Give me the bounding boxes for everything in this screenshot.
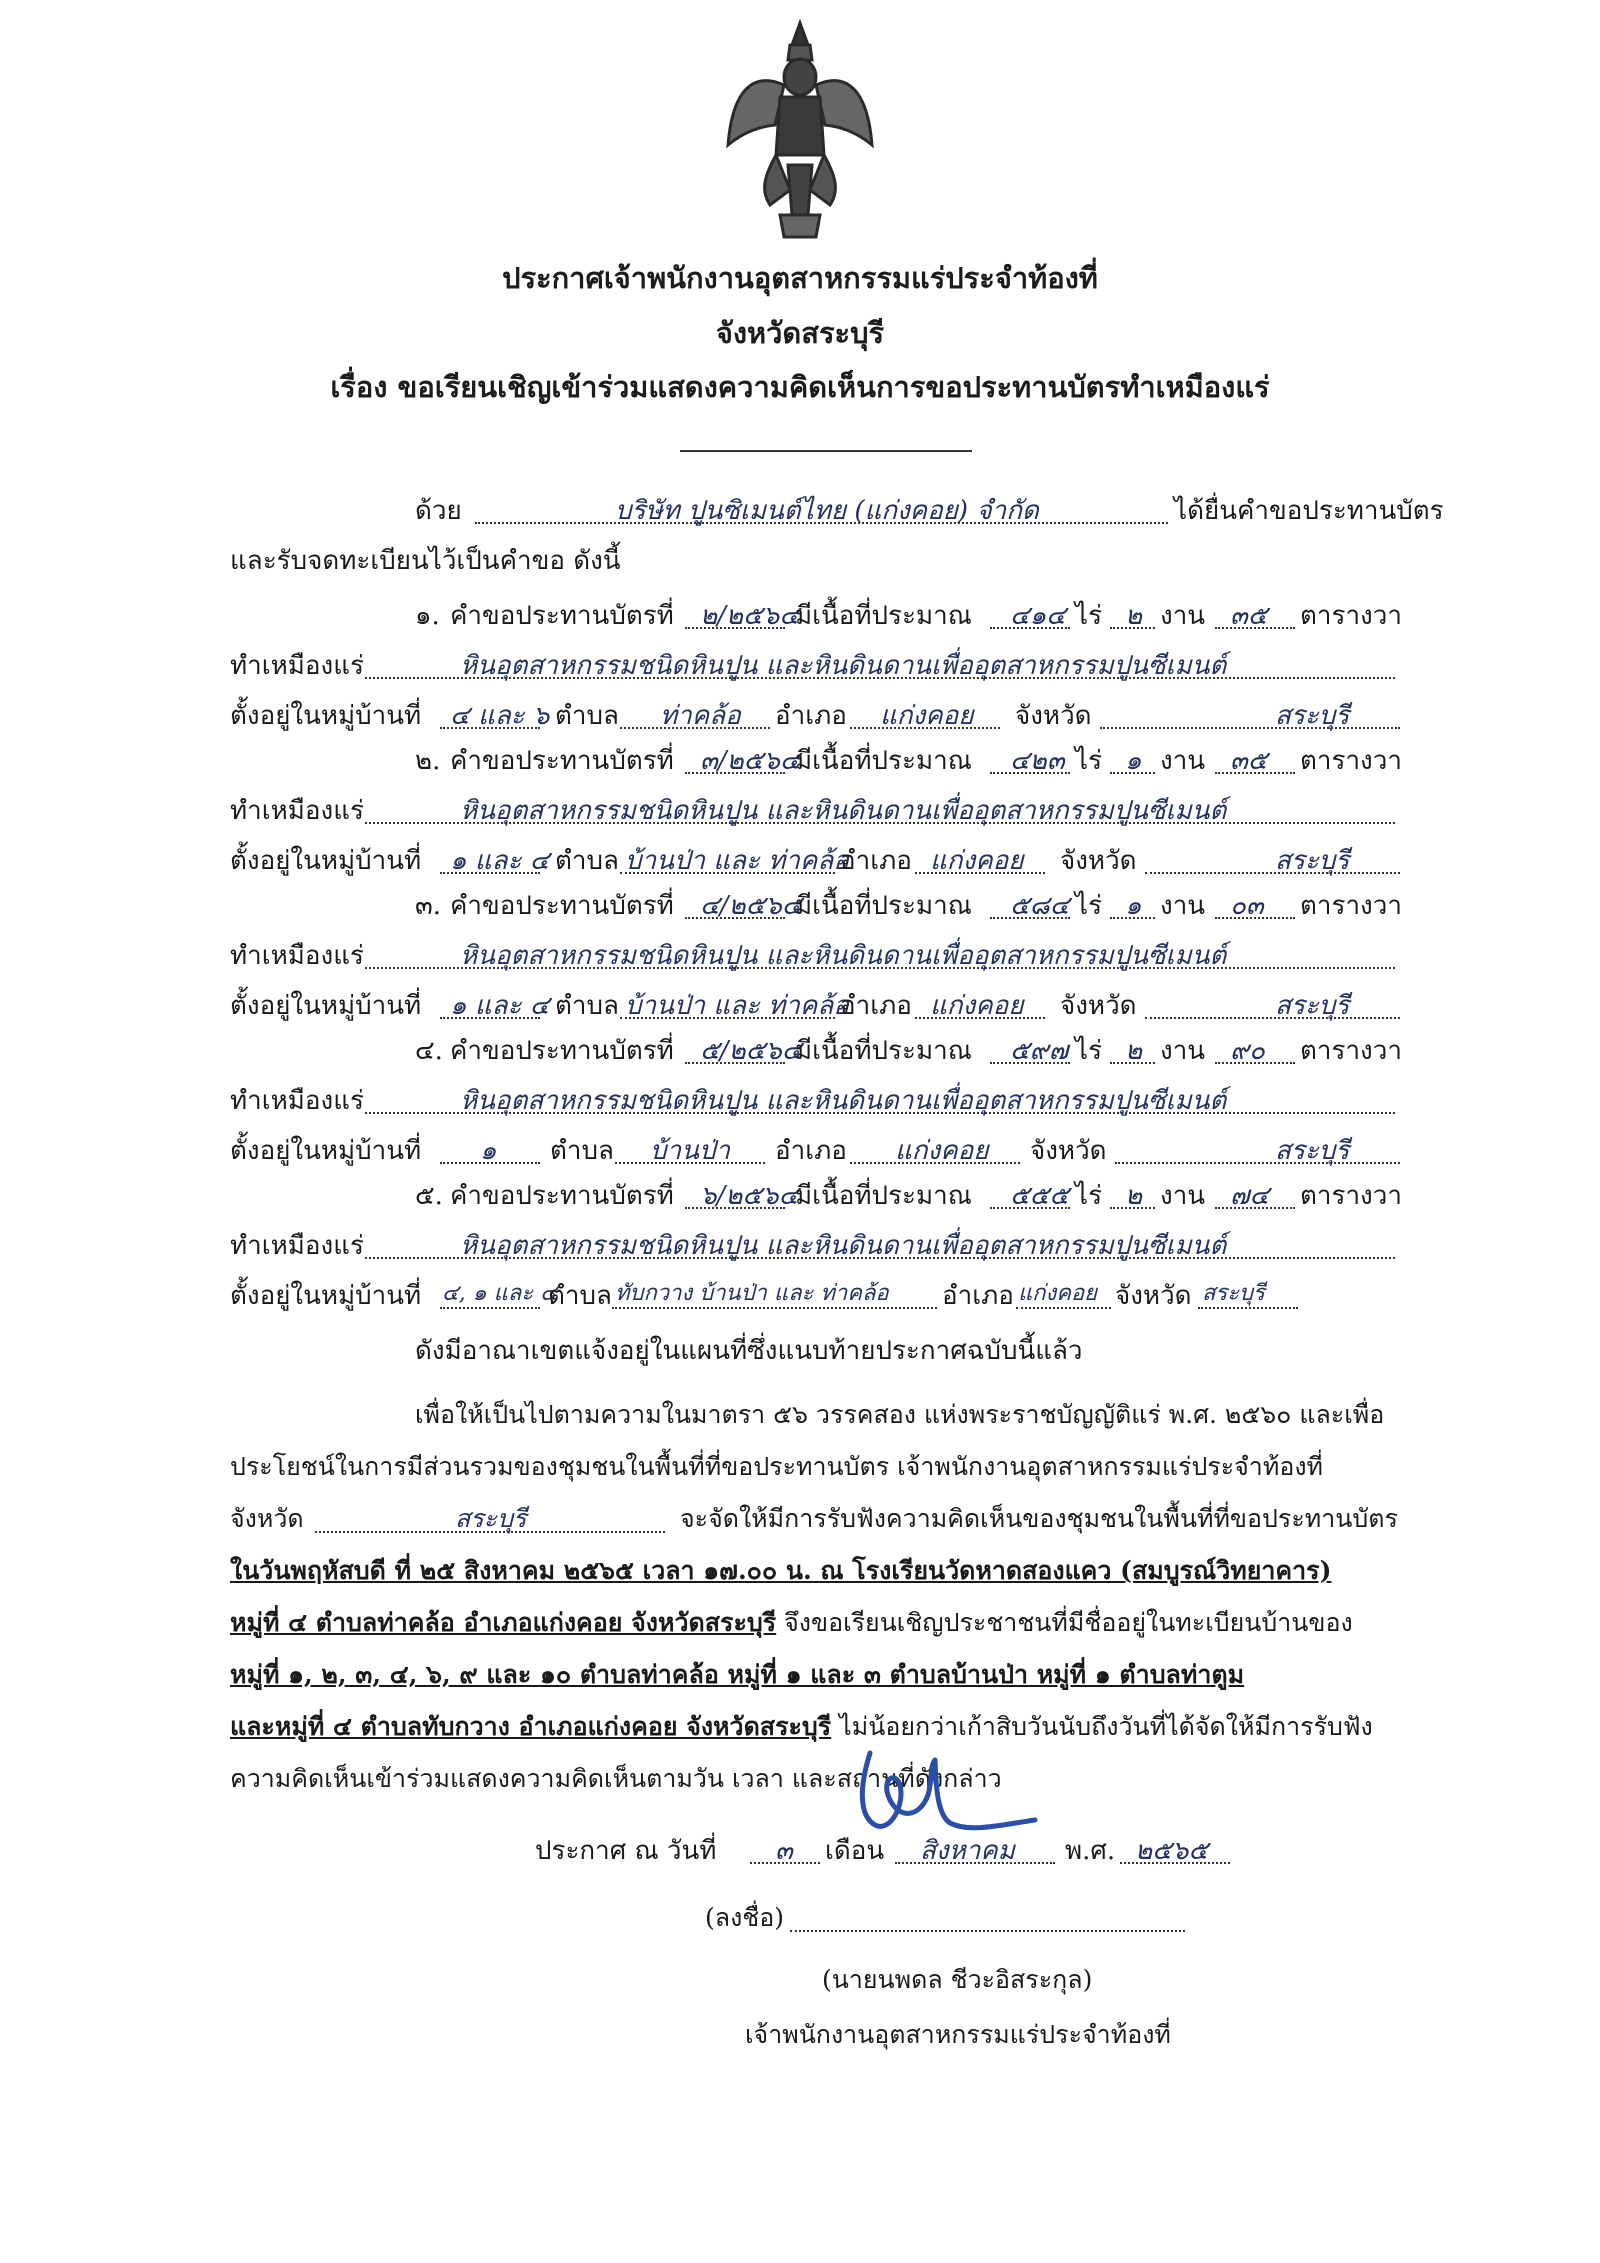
map-note: ดังมีอาณาเขตแจ้งอยู่ในแผนที่ซึ่งแนบท้ายประกาศฉบับนี้แล้ว (415, 1336, 1083, 1366)
item-1-line-3: ตั้งอยู่ในหมู่บ้านที่ ๔ และ ๖ ตำบล ท่าคล้อ อำเภอ แก่งคอย จังหวัด สระบุรี (230, 695, 1405, 735)
garuda-emblem-icon (720, 15, 880, 245)
item-2-line-2: ทำเหมืองแร่ หินอุตสาหกรรมชนิดหินปูน และหินดินดานเพื่ออุตสาหกรรมปูนซีเมนต์ (230, 790, 1405, 830)
signatory-position: เจ้าพนักงานอุตสาหกรรมแร่ประจำท้องที่ (745, 2020, 1171, 2049)
notice-province: จังหวัดสระบุรี (715, 316, 885, 350)
intro-line: ด้วย บริษัท ปูนซิเมนต์ไทย (แก่งคอย) จำกัด ได้ยื่นคำขอประทานบัตร (230, 490, 1405, 530)
app-number: ๒/๒๕๖๔ (700, 601, 799, 631)
signatory-name: (นายนพดล ชีวะอิสระกุล) (822, 1965, 1093, 1994)
item-4-line-1: ๔. คำขอประทานบัตรที่ ๕/๒๕๖๔ มีเนื้อที่ประมาณ ๕๙๗ ไร่ ๒ งาน ๙๐ ตารางวา (415, 1036, 1402, 1066)
signature-label: (ลงชื่อ) (705, 1903, 785, 1932)
intro-line-2: และรับจดทะเบียนไว้เป็นคำขอ ดังนี้ (230, 546, 621, 576)
announce-date: ประกาศ ณ วันที่ ๓ เดือน สิงหาคม พ.ศ. ๒๕๖๕ (230, 1830, 1405, 1870)
item-1-line-2: ทำเหมืองแร่ หินอุตสาหกรรมชนิดหินปูน และหินดินดานเพื่ออุตสาหกรรมปูนซีเมนต์ (230, 645, 1405, 685)
item-2-line-3: ตั้งอยู่ในหมู่บ้านที่ ๑ และ ๔ ตำบล บ้านป่า และ ท่าคล้อ อำเภอ แก่งคอย จังหวัด สระบุรี (230, 840, 1405, 880)
body-line-6: หมู่ที่ ๑, ๒, ๓, ๔, ๖, ๙ และ ๑๐ ตำบลท่าคล้อ หมู่ที่ ๑ และ ๓ ตำบลบ้านป่า หมู่ที่ ๑ ตำบลท่าตูม (230, 1660, 1245, 1689)
body-line-7: และหมู่ที่ ๔ ตำบลทับกวาง อำเภอแก่งคอย จังหวัดสระบุรี ไม่น้อยกว่าเก้าสิบวันนับถึงวันที่ได้จัดให้มีการรับฟัง (230, 1712, 1373, 1741)
body-line-4: ในวันพฤหัสบดี ที่ ๒๕ สิงหาคม ๒๕๖๕ เวลา ๑๗.๐๐ น. ณ โรงเรียนวัดหาดสองแคว (สมบูรณ์วิทยาคาร) (230, 1556, 1332, 1585)
notice-title: ประกาศเจ้าพนักงานอุตสาหกรรมแร่ประจำท้องที่ (502, 261, 1098, 295)
item-2-line-1: ๒. คำขอประทานบัตรที่ ๓/๒๕๖๔ มีเนื้อที่ประมาณ ๔๒๓ ไร่ ๑ งาน ๓๕ ตารางวา (415, 746, 1402, 776)
item-3-line-2: ทำเหมืองแร่ หินอุตสาหกรรมชนิดหินปูน และหินดินดานเพื่ออุตสาหกรรมปูนซีเมนต์ (230, 935, 1405, 975)
item-3-line-1: ๓. คำขอประทานบัตรที่ ๔/๒๕๖๔ มีเนื้อที่ประมาณ ๕๘๔ ไร่ ๑ งาน ๐๓ ตารางวา (415, 891, 1402, 921)
body-line-8: ความคิดเห็นเข้าร่วมแสดงความคิดเห็นตามวัน เวลา และสถานที่ดังกล่าว (230, 1764, 1002, 1793)
item-4-line-2: ทำเหมืองแร่ หินอุตสาหกรรมชนิดหินปูน และหินดินดานเพื่ออุตสาหกรรมปูนซีเมนต์ (230, 1080, 1405, 1120)
body-line-1: เพื่อให้เป็นไปตามความในมาตรา ๕๖ วรรคสอง แห่งพระราชบัญญัติแร่ พ.ศ. ๒๕๖๐ และเพื่อ (415, 1400, 1385, 1429)
item-5-line-2: ทำเหมืองแร่ หินอุตสาหกรรมชนิดหินปูน และหินดินดานเพื่ออุตสาหกรรมปูนซีเมนต์ (230, 1225, 1405, 1265)
company-name: บริษัท ปูนซิเมนต์ไทย (แก่งคอย) จำกัด (615, 496, 1039, 526)
item-5-line-1: ๕. คำขอประทานบัตรที่ ๖/๒๕๖๔ มีเนื้อที่ประมาณ ๕๕๕ ไร่ ๒ งาน ๗๔ ตารางวา (415, 1181, 1402, 1211)
item-5-line-3: ตั้งอยู่ในหมู่บ้านที่ ๔, ๑ และ ๔ ตำบล ทับกวาง บ้านป่า และ ท่าคล้อ อำเภอ แก่งคอย จังหวัด สระบุรี (230, 1275, 1405, 1315)
body-line-5: หมู่ที่ ๔ ตำบลท่าคล้อ อำเภอแก่งคอย จังหวัดสระบุรี จึงขอเรียนเชิญประชาชนที่มีชื่ออยู่ในทะเบียนบ้านของ (230, 1608, 1353, 1637)
item-4-line-3: ตั้งอยู่ในหมู่บ้านที่ ๑ ตำบล บ้านป่า อำเภอ แก่งคอย จังหวัด สระบุรี (230, 1130, 1405, 1170)
body-line-3: จังหวัด สระบุรี จะจัดให้มีการรับฟังความคิดเห็นของชุมชนในพื้นที่ที่ขอประทานบัตร (230, 1504, 1398, 1533)
item-1-line-1: ๑. คำขอประทานบัตรที่ ๒/๒๕๖๔ มีเนื้อที่ประมาณ ๔๑๔ ไร่ ๒ งาน ๓๕ ตารางวา (230, 595, 1405, 635)
notice-subject: เรื่อง ขอเรียนเชิญเข้าร่วมแสดงความคิดเห็นการขอประทานบัตรทำเหมืองแร่ (330, 370, 1270, 404)
header-divider (680, 450, 972, 452)
item-3-line-3: ตั้งอยู่ในหมู่บ้านที่ ๑ และ ๔ ตำบล บ้านป่า และ ท่าคล้อ อำเภอ แก่งคอย จังหวัด สระบุรี (230, 985, 1405, 1025)
signature-line (790, 1930, 1185, 1932)
handwritten-signature (850, 1745, 1040, 1845)
body-line-2: ประโยชน์ในการมีส่วนรวมของชุมชนในพื้นที่ที่ขอประทานบัตร เจ้าพนักงานอุตสาหกรรมแร่ประจำท้องที่ (230, 1452, 1324, 1481)
